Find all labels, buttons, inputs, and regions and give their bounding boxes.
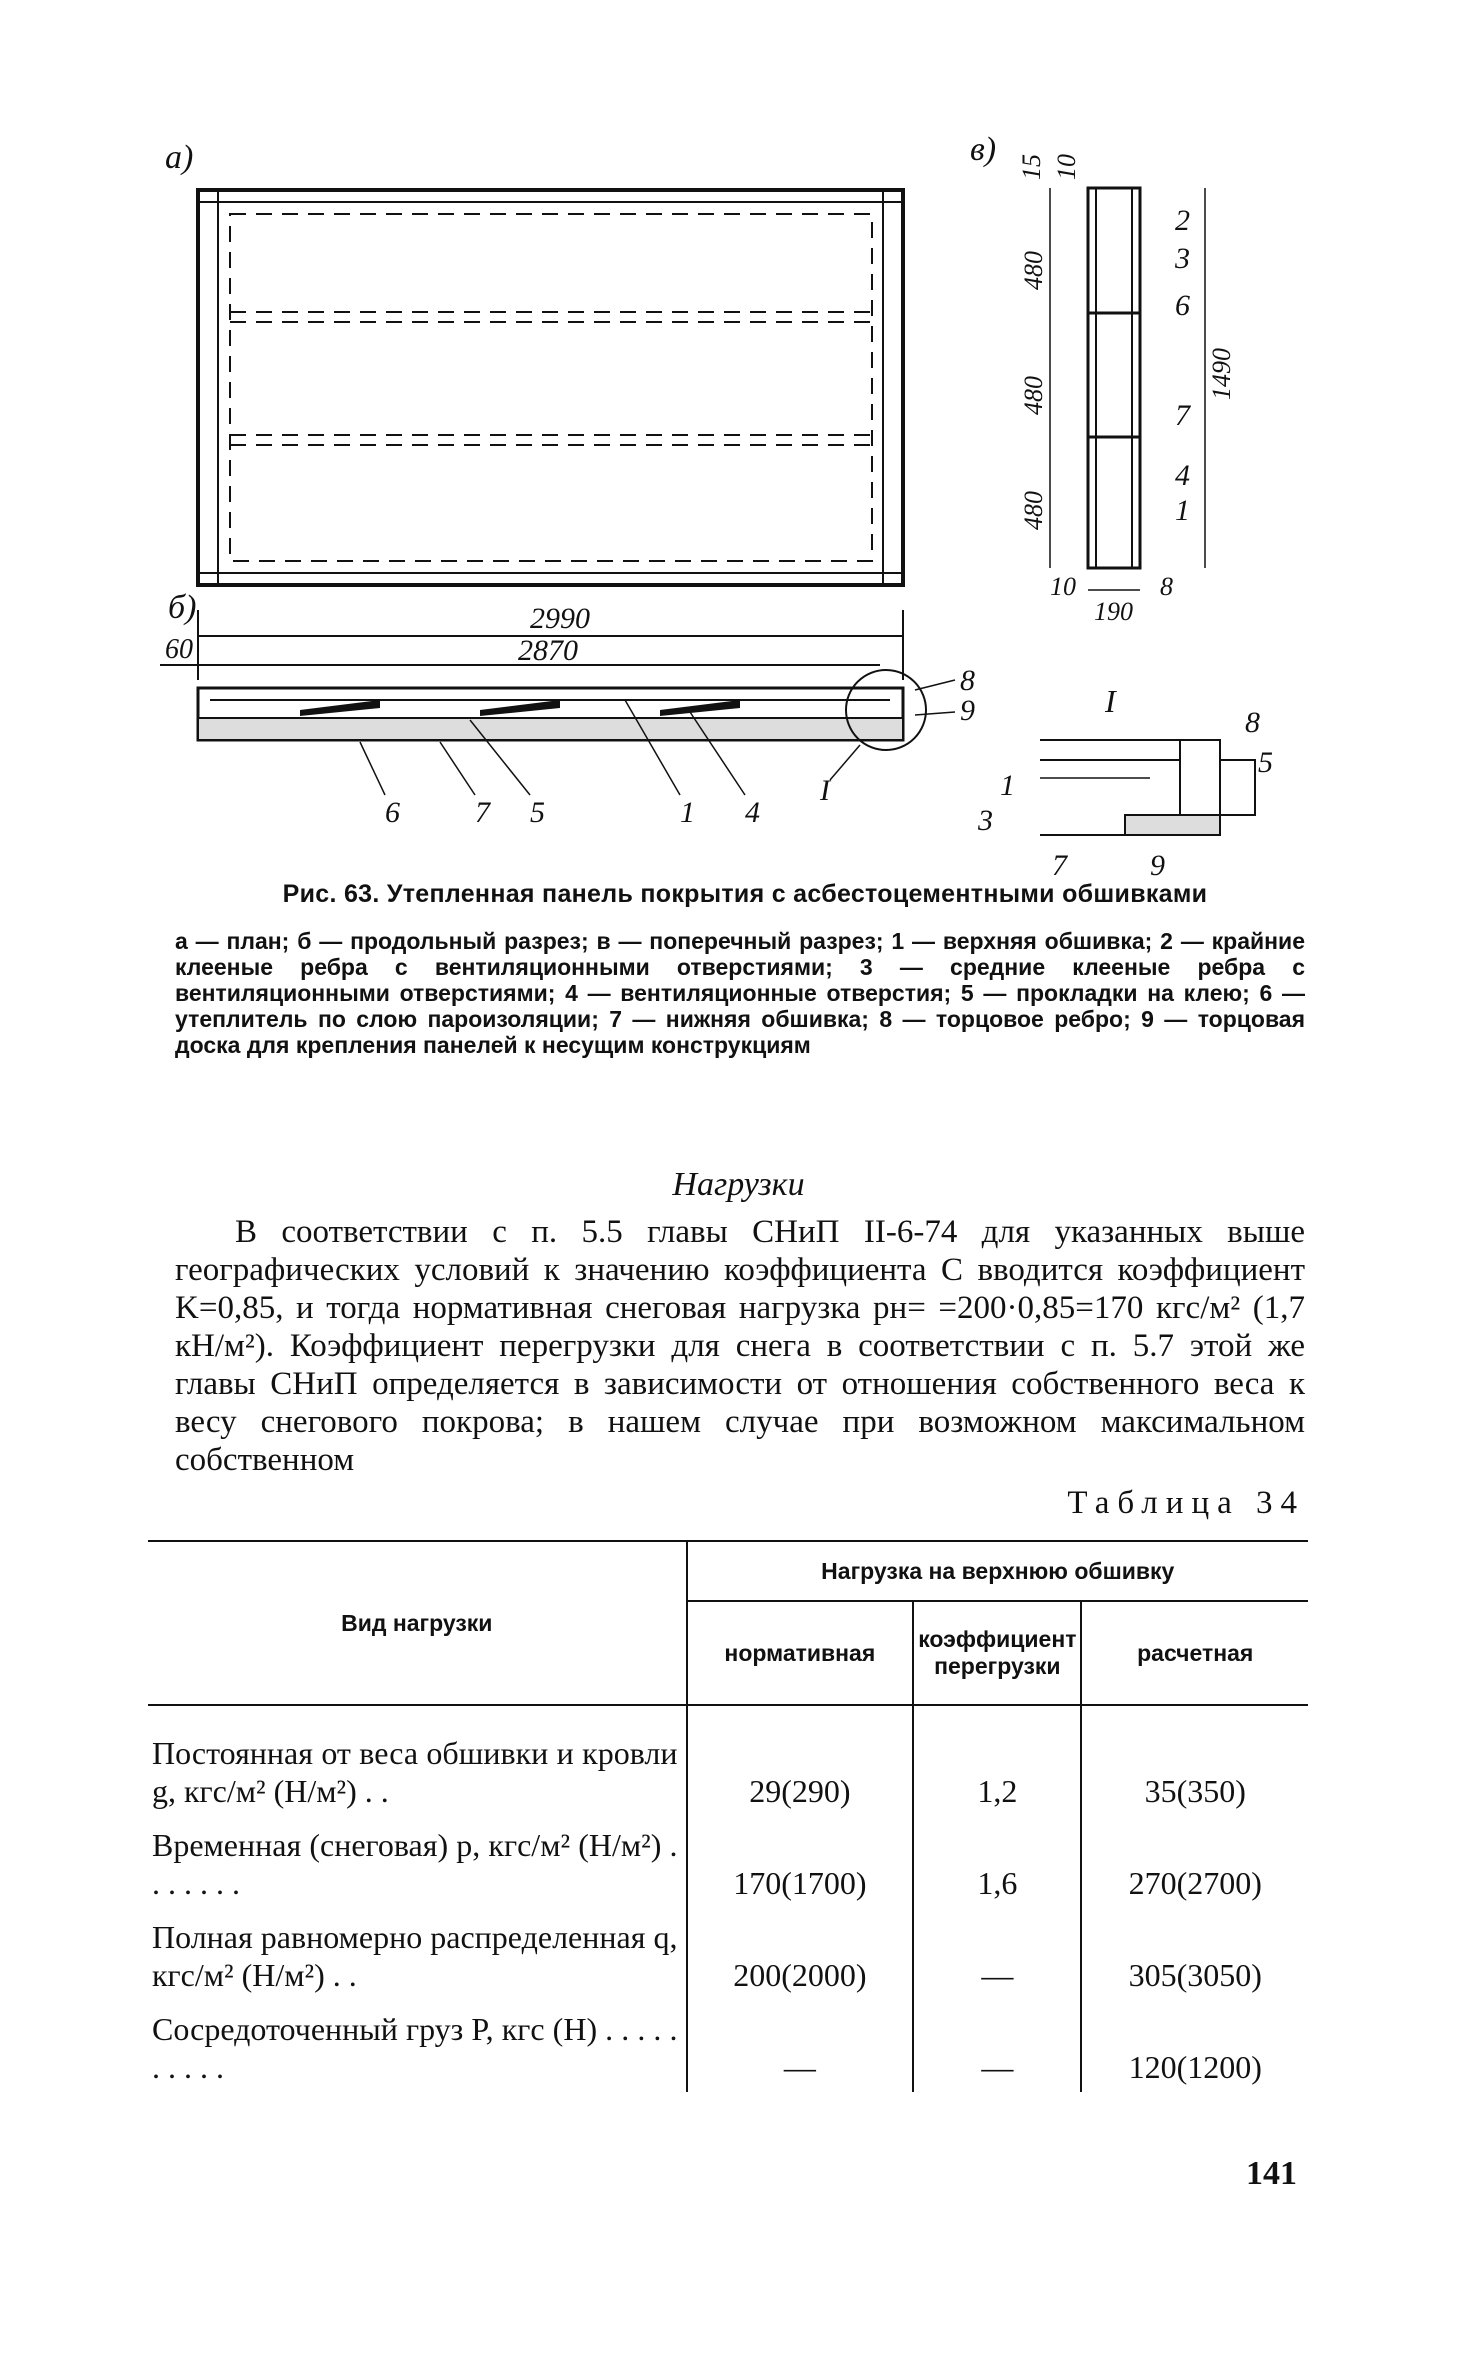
row-coefficient: 1,6 bbox=[913, 1816, 1081, 1908]
svg-text:1490: 1490 bbox=[1207, 348, 1236, 400]
table-row bbox=[148, 1705, 1308, 1816]
header-coefficient: коэффициент перегрузки bbox=[913, 1601, 1081, 1705]
row-normative: — bbox=[687, 2000, 914, 2092]
svg-text:10: 10 bbox=[1052, 154, 1081, 180]
table-row bbox=[148, 1908, 1308, 2000]
svg-text:5: 5 bbox=[530, 796, 545, 829]
svg-text:15: 15 bbox=[1017, 154, 1046, 180]
svg-text:9: 9 bbox=[1150, 849, 1165, 880]
svg-text:6: 6 bbox=[385, 796, 400, 829]
dim-2990: 2990 bbox=[530, 602, 590, 635]
row-calculated: 270(2700) bbox=[1128, 1865, 1262, 1901]
row-calculated: 35(350) bbox=[1144, 1773, 1246, 1809]
row-name: Постоянная от веса обшивки и кровли g, кгс/м² (Н/м²) . . bbox=[148, 1705, 687, 1816]
header-group: Нагрузка на верхнюю обшивку bbox=[687, 1541, 1309, 1601]
figure-caption-body: а — план; б — продольный разрез; в — поперечный разрез; 1 — верхняя обшивка; 2 — крайние клееные ребра с вентиляционными отверстиями; 3 — средние клееные ребра с вентиляционными отверстиями; 4 — вентиляционные отверстия; 5 — прокладки на клею; 6 — утеплитель по слою пароизоляции; 7 — нижняя обшивка; 8 — торцовое ребро; 9 — торцовая доска для крепления панелей к несущим конструкциям bbox=[175, 928, 1305, 1058]
svg-text:7: 7 bbox=[475, 796, 490, 829]
svg-text:6: 6 bbox=[1175, 289, 1190, 322]
detail-I bbox=[1040, 740, 1255, 835]
row-coefficient: — bbox=[913, 2000, 1081, 2092]
svg-text:1: 1 bbox=[680, 796, 695, 829]
row-name: Сосредоточенный груз P, кгс (Н) . . . . . . . . . . bbox=[148, 2000, 687, 2092]
header-load-type: Вид нагрузки bbox=[148, 1541, 687, 1705]
svg-text:3: 3 bbox=[978, 804, 993, 837]
row-coefficient: — bbox=[913, 1908, 1081, 2000]
row-name: Временная (снеговая) p, кгс/м² (Н/м²) . . . . . . . bbox=[148, 1816, 687, 1908]
loads-table bbox=[148, 1540, 1308, 2092]
table-row bbox=[148, 2000, 1308, 2092]
svg-text:1: 1 bbox=[1000, 769, 1015, 802]
svg-text:7: 7 bbox=[1175, 399, 1190, 432]
svg-text:8: 8 bbox=[1160, 572, 1173, 601]
svg-text:9: 9 bbox=[960, 694, 975, 727]
callouts-detail bbox=[977, 706, 1273, 880]
svg-text:480: 480 bbox=[1019, 491, 1048, 530]
svg-text:8: 8 bbox=[1245, 706, 1260, 739]
svg-text:5: 5 bbox=[1258, 746, 1273, 779]
row-coefficient: 1,2 bbox=[913, 1705, 1081, 1816]
dim-60: 60 bbox=[165, 634, 193, 665]
table-label: Таблица 34 bbox=[1067, 1485, 1305, 1521]
svg-text:3: 3 bbox=[1175, 242, 1190, 275]
svg-text:190: 190 bbox=[1094, 597, 1133, 626]
figure-caption-title: Рис. 63. Утепленная панель покрытия с асбестоцементными обшивками bbox=[282, 880, 1208, 908]
section-heading: Нагрузки bbox=[672, 1166, 805, 1203]
header-calculated: расчетная bbox=[1137, 1639, 1254, 1666]
svg-text:480: 480 bbox=[1019, 376, 1048, 415]
label-v: в) bbox=[970, 131, 997, 168]
svg-text:10: 10 bbox=[1050, 572, 1076, 601]
row-normative: 200(2000) bbox=[687, 1908, 914, 2000]
row-calculated: 120(1200) bbox=[1128, 2049, 1262, 2085]
table-row bbox=[148, 1816, 1308, 1908]
body-paragraph: В соответствии с п. 5.5 главы СНиП II-6-74 для указанных выше географических условий к значению коэффициента C вводится коэффициент K=0,85, и тогда нормативная снеговая нагрузка pн= =200·0,85=170 кгс/м² (1,7 кН/м²). Коэффициент перегрузки для снега в соответствии с п. 5.7 этой же главы СНиП определяется в зависимости от отношения собственного веса к весу снегового покрова; в нашем случае при возможном максимальном собственном bbox=[175, 1214, 1305, 1478]
label-a: а) bbox=[165, 139, 194, 176]
label-detail: I bbox=[1105, 683, 1116, 719]
label-b: б) bbox=[168, 589, 197, 626]
page-number: 141 bbox=[1246, 2155, 1297, 2192]
svg-text:7: 7 bbox=[1052, 849, 1067, 880]
svg-text:4: 4 bbox=[1175, 459, 1190, 492]
row-normative: 170(1700) bbox=[687, 1816, 914, 1908]
plan-view bbox=[198, 190, 903, 585]
svg-text:2: 2 bbox=[1175, 204, 1190, 237]
callouts-v bbox=[1174, 204, 1192, 527]
row-name: Полная равномерно распределенная q, кгс/м² (Н/м²) . . bbox=[148, 1908, 687, 2000]
dim-2870: 2870 bbox=[518, 634, 578, 667]
header-normative: нормативная bbox=[687, 1601, 914, 1705]
svg-text:I: I bbox=[820, 774, 830, 807]
figure-63 bbox=[0, 0, 1477, 880]
svg-text:480: 480 bbox=[1019, 251, 1048, 290]
row-normative: 29(290) bbox=[687, 1705, 914, 1816]
svg-text:1: 1 bbox=[1175, 494, 1190, 527]
svg-text:4: 4 bbox=[745, 796, 760, 829]
row-calculated: 305(3050) bbox=[1128, 1957, 1262, 1993]
svg-text:8: 8 bbox=[960, 664, 975, 697]
